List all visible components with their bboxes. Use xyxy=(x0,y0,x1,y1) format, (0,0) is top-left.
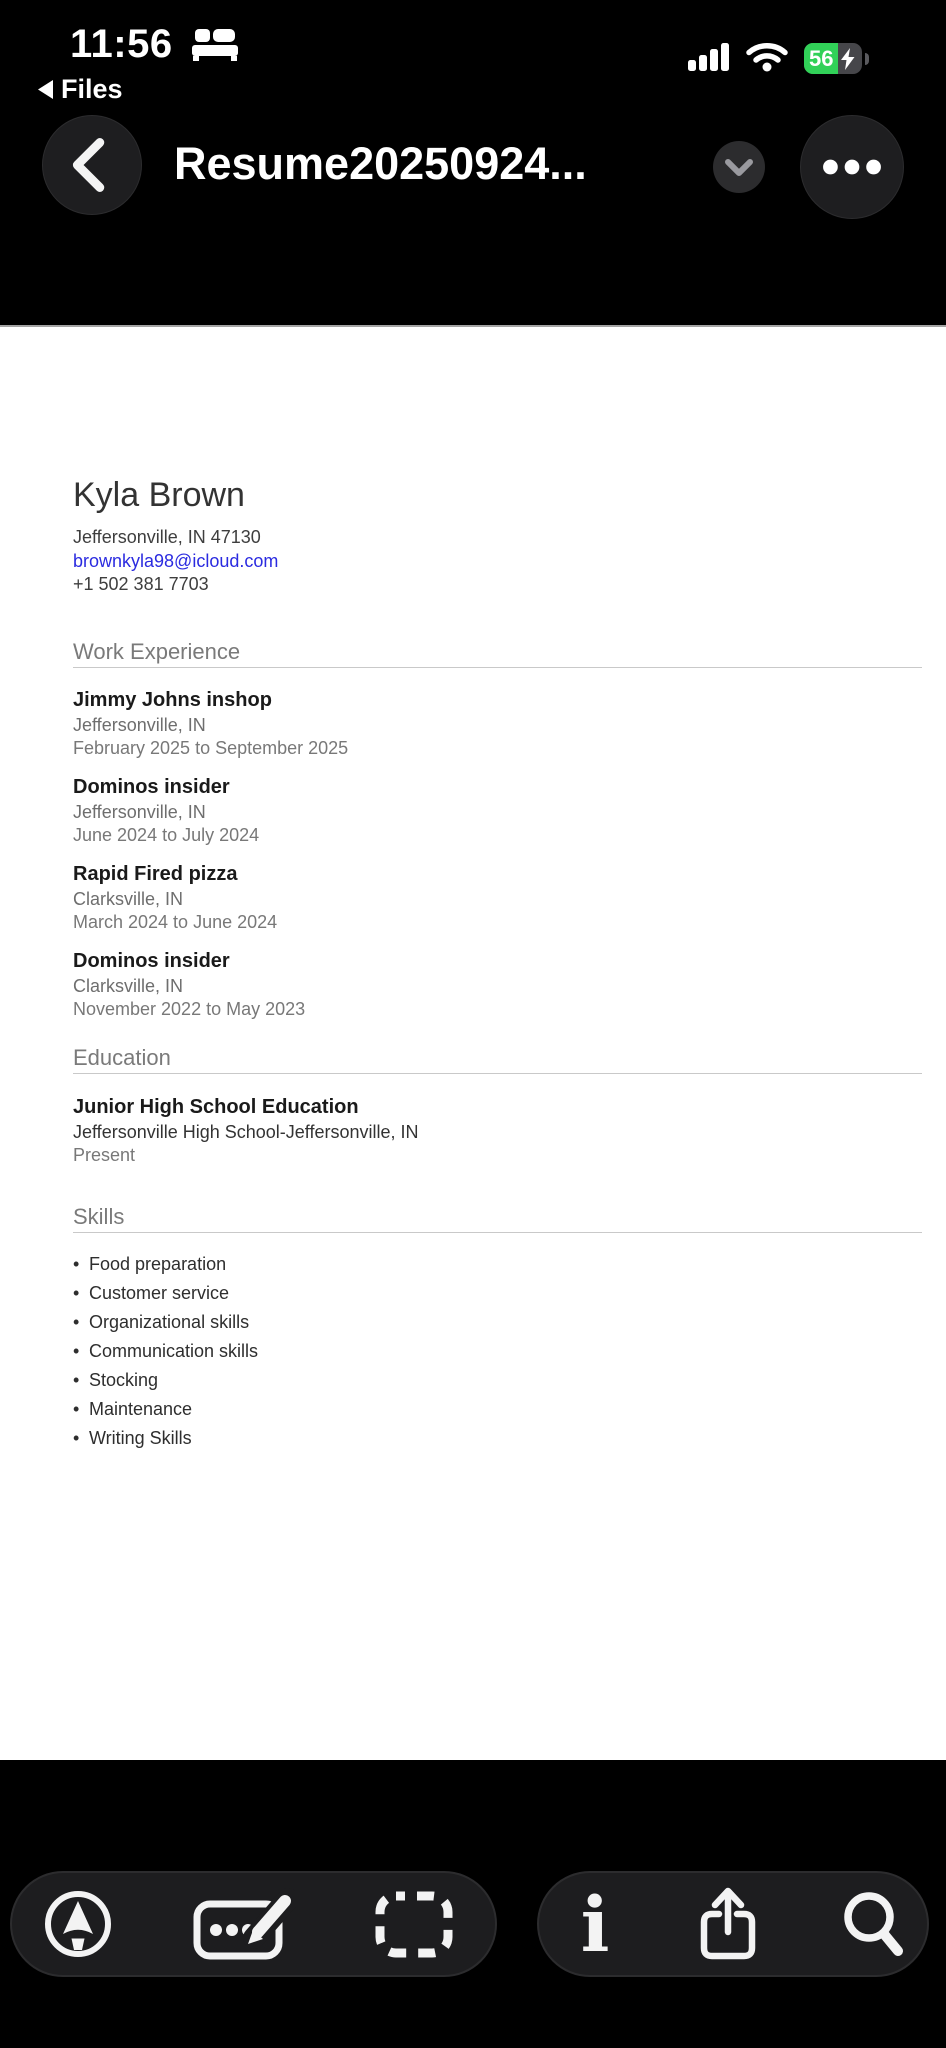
contact-phone: +1 502 381 7703 xyxy=(73,574,209,594)
back-triangle-icon xyxy=(38,80,53,99)
share-icon xyxy=(695,1884,761,1964)
job-entry xyxy=(73,687,922,760)
document-preview[interactable] xyxy=(0,325,946,1760)
section-divider xyxy=(73,667,922,668)
toolbar-left-group xyxy=(10,1871,497,1977)
job-dates: November 2022 to May 2023 xyxy=(73,998,306,1019)
document-title[interactable]: Resume20250924... xyxy=(174,138,587,189)
files-back-label: Files xyxy=(61,74,123,104)
dashed-rectangle-icon xyxy=(373,1888,455,1960)
signal-strength-icon xyxy=(688,41,730,76)
markup-button[interactable] xyxy=(42,1888,114,1960)
autofill-button[interactable] xyxy=(192,1888,296,1960)
job-entry xyxy=(73,861,922,934)
sleep-focus-icon xyxy=(192,27,238,66)
search-button[interactable] xyxy=(841,1887,907,1961)
education-dates: Present xyxy=(73,1144,136,1165)
title-menu-button[interactable] xyxy=(713,141,765,193)
job-title: Dominos insider xyxy=(73,949,230,972)
section-skills xyxy=(73,1204,922,1453)
skill-item: • Customer service xyxy=(73,1279,922,1308)
files-back-button[interactable] xyxy=(38,74,123,105)
battery-percent: 56 xyxy=(809,45,834,71)
markup-icon xyxy=(42,1888,114,1960)
section-divider xyxy=(73,1232,922,1233)
education-degree: Junior High School Education xyxy=(73,1095,359,1118)
contact-location: Jeffersonville, IN 47130 xyxy=(73,527,261,547)
job-entry xyxy=(73,774,922,847)
job-dates: February 2025 to September 2025 xyxy=(73,737,349,758)
back-chevron-icon xyxy=(43,115,141,215)
job-location: Clarksville, IN xyxy=(73,975,184,996)
status-icons xyxy=(688,40,869,77)
contact-email-link[interactable]: brownkyla98@icloud.com xyxy=(73,550,279,571)
toolbar-right-group xyxy=(537,1871,929,1977)
battery-indicator xyxy=(804,43,862,74)
section-title: Skills xyxy=(73,1203,125,1229)
clock-label: 11:56 xyxy=(70,22,173,66)
svg-text:i: i xyxy=(580,1885,610,1963)
job-location: Jeffersonville, IN xyxy=(73,801,206,822)
section-education xyxy=(73,1045,922,1167)
info-icon xyxy=(575,1885,615,1963)
search-icon xyxy=(841,1887,907,1961)
skill-item: • Food preparation xyxy=(73,1250,922,1279)
skill-item: • Writing Skills xyxy=(73,1424,922,1453)
skill-item: • Organizational skills xyxy=(73,1308,922,1337)
section-title: Education xyxy=(73,1044,171,1070)
contact-block xyxy=(73,526,922,597)
job-dates: March 2024 to June 2024 xyxy=(73,911,278,932)
info-button[interactable] xyxy=(575,1885,615,1963)
job-title: Rapid Fired pizza xyxy=(73,862,238,885)
job-title: Jimmy Johns inshop xyxy=(73,688,272,711)
resume-name: Kyla Brown xyxy=(73,476,245,514)
crop-button[interactable] xyxy=(373,1888,455,1960)
job-dates: June 2024 to July 2024 xyxy=(73,824,260,845)
section-title: Work Experience xyxy=(73,638,241,664)
education-school: Jeffersonville High School-Jeffersonville, IN xyxy=(73,1121,419,1142)
wifi-icon xyxy=(745,40,789,77)
section-work-experience xyxy=(73,639,922,1021)
job-entry xyxy=(73,948,922,1021)
more-button[interactable] xyxy=(800,115,904,219)
skills-list xyxy=(73,1250,922,1453)
back-button[interactable] xyxy=(42,115,142,215)
battery-cap xyxy=(865,53,869,65)
job-title: Dominos insider xyxy=(73,775,230,798)
chevron-down-icon xyxy=(713,141,765,193)
job-location: Clarksville, IN xyxy=(73,888,184,909)
ellipsis-icon xyxy=(801,115,903,219)
section-divider xyxy=(73,1073,922,1074)
share-button[interactable] xyxy=(695,1884,761,1964)
skill-item: • Communication skills xyxy=(73,1337,922,1366)
job-location: Jeffersonville, IN xyxy=(73,714,206,735)
education-entry xyxy=(73,1094,922,1167)
skill-item: • Stocking xyxy=(73,1366,922,1395)
skill-item: • Maintenance xyxy=(73,1395,922,1424)
autofill-form-icon xyxy=(192,1888,296,1960)
charging-bolt-icon xyxy=(841,48,855,74)
